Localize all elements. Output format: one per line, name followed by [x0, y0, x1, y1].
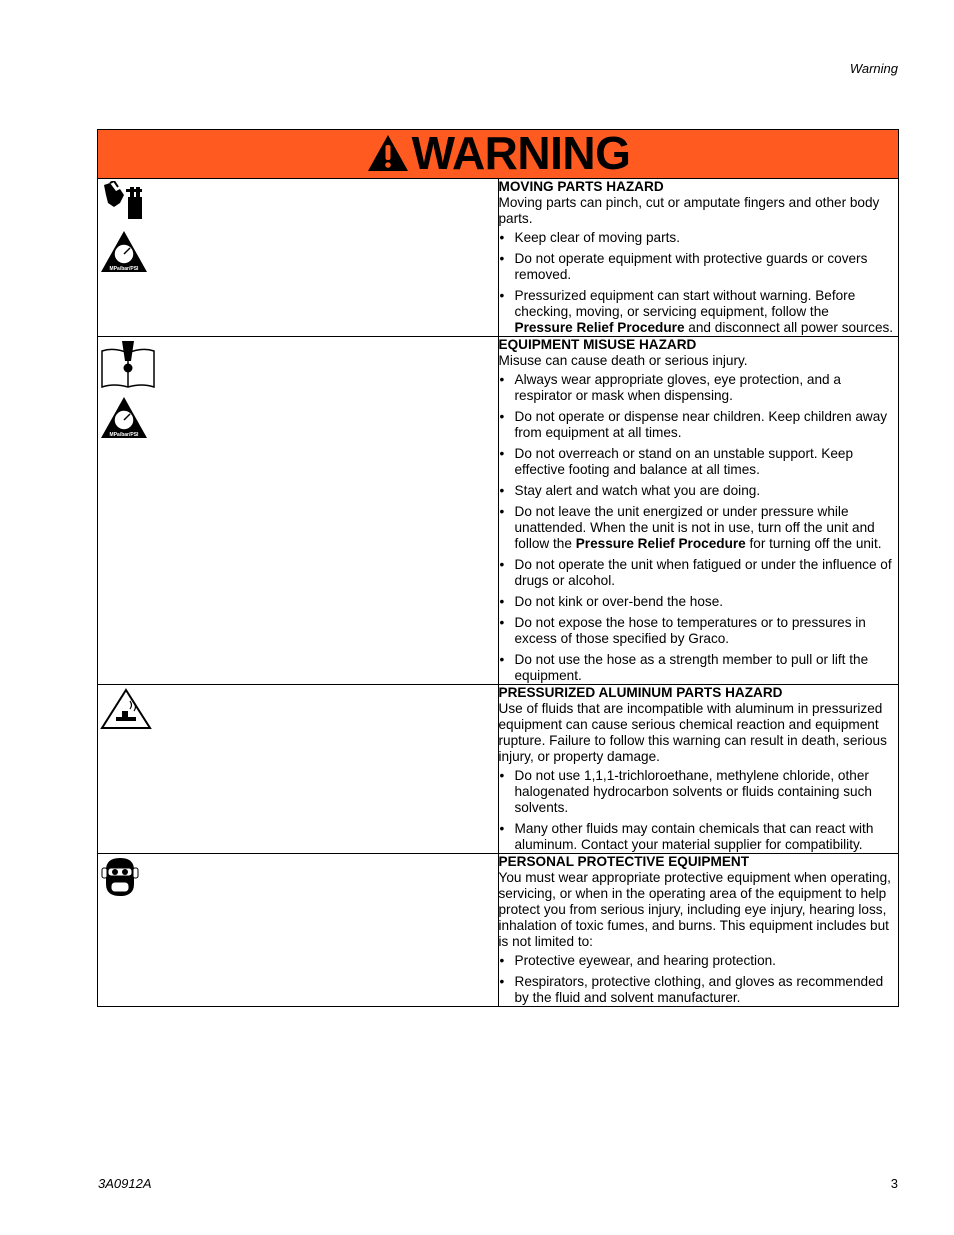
warning-banner	[98, 127, 899, 179]
warning-table	[97, 129, 899, 1007]
warning-banner-row	[98, 130, 899, 179]
hazard-text	[498, 854, 899, 1007]
list-item: • Respirators, protective clothing, and gloves as recommended by the fluid and solvent manufacturer.	[499, 974, 899, 1006]
pressure-gauge-icon	[100, 230, 498, 279]
list-item: • Stay alert and watch what you are doing.	[499, 483, 899, 499]
gauge-label: MPa/bar/PSI	[109, 266, 139, 272]
document-number: 3A0912A	[98, 1176, 152, 1191]
hazard-intro: You must wear appropriate protective equipment when operating, servicing, or when in the operating area of the equipment to help protect you from serious injury, including eye injury, hearing loss, inhalation of toxic fumes, and burns. This equipment includes but is not limited to:	[498, 870, 891, 949]
list-item: • Always wear appropriate gloves, eye protection, and a respirator or mask when dispensing.	[499, 372, 899, 404]
running-header: Warning	[849, 61, 898, 76]
hazard-row	[98, 179, 899, 337]
hazard-title: PRESSURIZED ALUMINUM PARTS HAZARD	[498, 685, 783, 700]
pressure-relief-reference: Pressure Relief Procedure	[575, 536, 746, 551]
hazard-title: MOVING PARTS HAZARD	[498, 179, 664, 194]
hazard-icons	[98, 179, 499, 337]
read-manual-icon	[100, 339, 498, 394]
hazard-text	[498, 685, 899, 854]
list-item: • Many other fluids may contain chemicals that can react with aluminum. Contact your material supplier for compatibility.	[499, 821, 899, 853]
hazard-row	[98, 337, 899, 685]
hazard-list	[499, 372, 899, 684]
list-item: • Do not use 1,1,1-trichloroethane, methylene chloride, other halogenated hydrocarbon solvents or fluids containing such solvents.	[499, 768, 899, 816]
page-number: 3	[890, 1176, 898, 1191]
hazard-list	[499, 953, 899, 1006]
hazard-intro: Moving parts can pinch, cut or amputate fingers and other body parts.	[498, 195, 880, 226]
list-item: • Do not leave the unit energized or under pressure while unattended. When the unit is not in use, turn off the unit and follow the Pressure Relief Procedure for turning off the unit.	[499, 504, 899, 552]
protective-gear-icon	[100, 856, 498, 903]
list-item: • Do not operate or dispense near children. Keep children away from equipment at all times.	[499, 409, 899, 441]
hazard-icons	[98, 337, 499, 685]
list-item: • Keep clear of moving parts.	[499, 230, 899, 246]
list-item: • Protective eyewear, and hearing protection.	[499, 953, 899, 969]
warning-title: WARNING	[411, 127, 631, 179]
pressure-relief-reference: Pressure Relief Procedure	[514, 320, 685, 335]
hazard-list	[499, 230, 899, 336]
pressure-gauge-icon	[100, 396, 498, 445]
list-item: • Do not use the hose as a strength member to pull or lift the equipment.	[499, 652, 899, 684]
list-item: • Do not kink or over-bend the hose.	[499, 594, 899, 610]
hazard-icons	[98, 854, 499, 1007]
warning-triangle-icon	[366, 133, 410, 173]
gauge-label: MPa/bar/PSI	[109, 432, 139, 438]
list-item: • Do not expose the hose to temperatures or to pressures in excess of those specified by Graco.	[499, 615, 899, 647]
hazard-title: PERSONAL PROTECTIVE EQUIPMENT	[498, 854, 750, 869]
list-item: • Do not overreach or stand on an unstable support. Keep effective footing and balance at all times.	[499, 446, 899, 478]
list-item: • Do not operate equipment with protective guards or covers removed.	[499, 251, 899, 283]
list-item: • Do not operate the unit when fatigued or under the influence of drugs or alcohol.	[499, 557, 899, 589]
hazard-title: EQUIPMENT MISUSE HAZARD	[498, 337, 697, 352]
hazard-list	[499, 768, 899, 853]
hazard-intro: Use of fluids that are incompatible with aluminum in pressurized equipment can cause serious chemical reaction and equipment rupture. Failure to follow this warning can result in death, serious injury, or property damage.	[498, 701, 887, 764]
hazard-intro: Misuse can cause death or serious injury.	[498, 353, 748, 368]
hazard-row	[98, 685, 899, 854]
hazard-text	[498, 337, 899, 685]
chemical-reaction-icon	[100, 687, 498, 736]
hazard-row	[98, 854, 899, 1007]
list-item: • Pressurized equipment can start without warning. Before checking, moving, or servicing equipment, follow the Pressure Relief Procedure and disconnect all power sources.	[499, 288, 899, 336]
moving-parts-hand-icon	[100, 181, 498, 226]
hazard-icons	[98, 685, 499, 854]
hazard-text	[498, 179, 899, 337]
